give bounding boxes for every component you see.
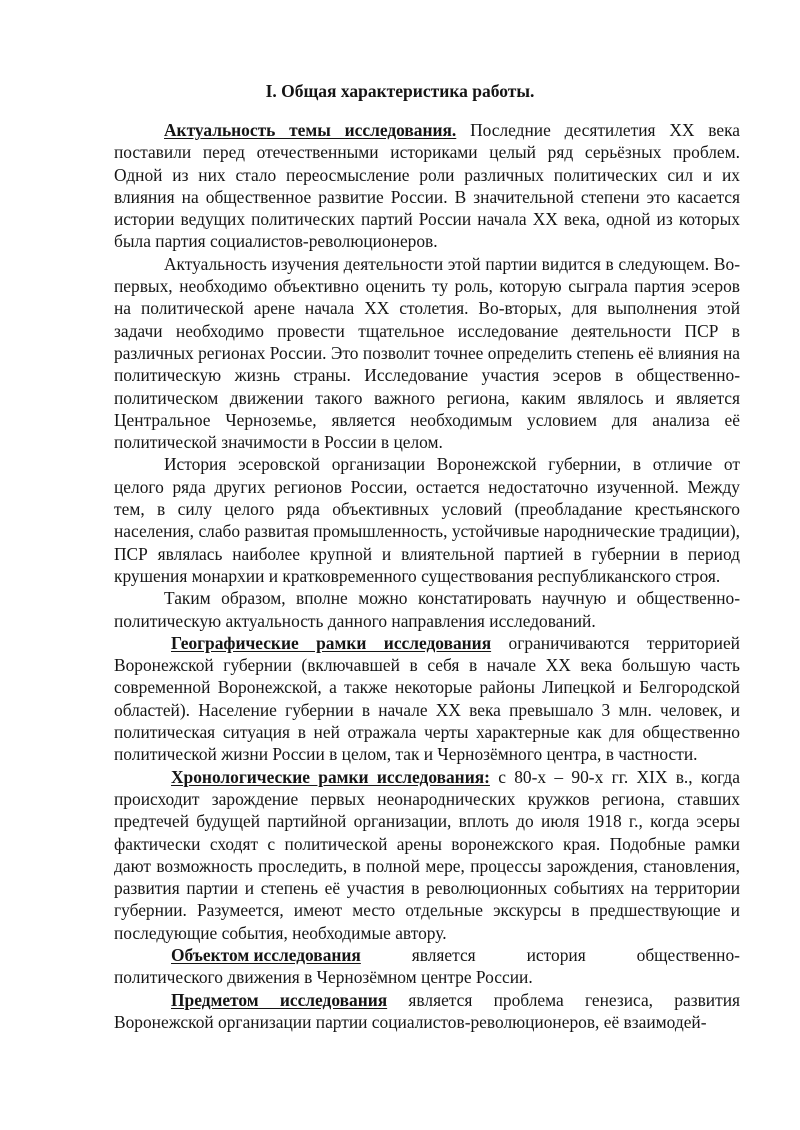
paragraph-text: является проблема генезиса, развития Воронежской организации партии социалистов-революционеров, её взаимодей- (114, 989, 741, 1032)
paragraph-heading: Объектом исследования (171, 944, 361, 965)
object-word: является (411, 944, 476, 965)
paragraph-history (114, 453, 740, 587)
paragraph-subject (114, 989, 740, 1034)
paragraph-heading: Хронологические рамки исследования: (171, 766, 490, 787)
paragraph-object (114, 944, 740, 989)
paragraph-chronology (114, 766, 740, 944)
document-body (114, 119, 740, 1033)
object-word: история (526, 944, 586, 965)
paragraph-geography (114, 632, 740, 766)
object-continuation: политического движения в Чернозёмном центре России. (114, 967, 533, 988)
paragraph-heading: Актуальность темы исследования. (164, 120, 457, 140)
paragraph-text: История эсеровской организации Воронежской губернии, в отличие от целого ряда других регионов России, остается недостаточно изученной. Между тем, в силу целого ряда объективных условий (преобладание крестьянского населения, слабо развитая промышленность, устойчивые народнические традиции), ПСР являлась наиболее крупной и влиятельной партией в губернии в период крушения монархии и кратковременного существования республиканского строя. (114, 454, 740, 586)
page-title: I. Общая характеристика работы. (265, 81, 535, 101)
paragraph-text: ограничиваются территорией Воронежской губернии (включавшей в себя в начале XX века большую часть современной Воронежской, а также некоторые районы Липецкой и Белгородской областей). Население губернии в начале XX века превышало 3 млн. человек, и политическая ситуация в ней отражала черты характерные как для общественно политической жизни России в целом, так и Чернозёмного центра, в частности. (114, 632, 740, 765)
paragraph-text: Таким образом, вполне можно констатировать научную и общественно-политическую актуальность данного направления исследований. (114, 588, 740, 631)
paragraph-conclusion (114, 587, 740, 632)
paragraph-relevance-detail (114, 253, 740, 454)
object-word: общественно- (636, 944, 740, 965)
paragraph-heading: Предметом исследования (171, 989, 388, 1010)
object-first-line (114, 944, 740, 966)
paragraph-relevance (114, 119, 740, 253)
paragraph-text: Актуальность изучения деятельности этой партии видится в следующем. Во-первых, необходимо объективно оценить ту роль, которую сыграла партия эсеров на политической арене начала XX столетия. Во-вторых, для выполнения этой задачи необходимо провести тщательное исследование деятельности ПСР в различных регионах России. Это позволит точнее определить степень её влияния на политическую жизнь страны. Исследование участия эсеров в общественно-политическом движении такого важного региона, каким являлось и является Центральное Черноземье, является необходимым условием для анализа её политической значимости в России в целом. (114, 253, 740, 453)
paragraph-heading: Географические рамки исследования (171, 632, 492, 653)
paragraph-text: с 80-х – 90-х гг. XIX в., когда происходит зарождение первых неонароднических кружков региона, ставших предтечей будущей партийной организации, вплоть до июля 1918 г., когда эсеры фактически сходят с политической арены воронежского края. Подобные рамки дают возможность проследить, в полной мере, процессы зарождения, становления, развития партии и степень её участия в революционных событиях на территории губернии. Разумеется, имеют место отдельные экскурсы в предшествующие и последующие события, необходимые автору. (114, 766, 740, 943)
paragraph-text: Последние десятилетия XX века поставили перед отечественными историками целый ряд серьёзных проблем. Одной из них стало переосмысление роли различных политических сил и их влияния на общественное развитие России. В значительной степени это касается истории ведущих политических партий России начала XX века, одной из которых была партия социалистов-революционеров. (114, 120, 740, 252)
